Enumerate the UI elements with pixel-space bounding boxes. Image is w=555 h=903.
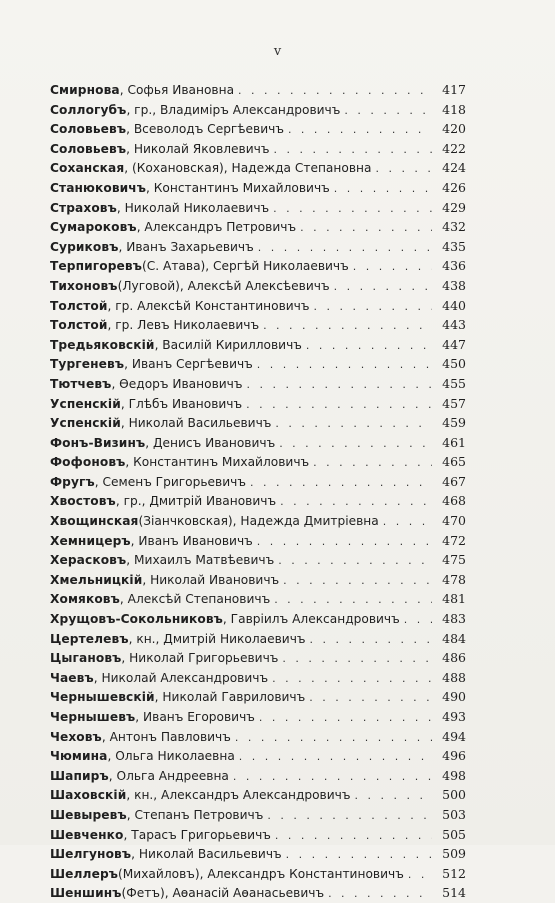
author-given-names: , гр., Дмитрій Ивановичъ xyxy=(115,494,277,509)
page-number: 459 xyxy=(442,415,466,431)
page-number: 424 xyxy=(442,160,466,176)
page-number: 436 xyxy=(442,258,466,274)
toc-entry xyxy=(50,766,466,786)
author-surname: Чернышевскій xyxy=(50,690,155,705)
author-given-names: , Василій Кирилловичъ xyxy=(154,337,302,352)
toc-entry xyxy=(50,100,466,120)
author-given-names: , Николай Александровичъ xyxy=(93,670,269,685)
author-surname: Цертелевъ xyxy=(50,631,129,646)
toc-entry xyxy=(50,550,466,570)
page-number: 486 xyxy=(442,650,466,666)
dot-leader xyxy=(334,277,432,296)
author-given-names: (Михайловъ), Александръ Константиновичъ xyxy=(118,866,404,881)
toc-entry xyxy=(50,433,466,453)
toc-entry xyxy=(50,805,466,825)
author-given-names: , Ѳедоръ Ивановичъ xyxy=(111,376,243,391)
author-given-names: , Иванъ Егоровичъ xyxy=(135,710,255,724)
toc-entry xyxy=(50,315,466,335)
author-surname: Тютчевъ xyxy=(50,376,112,391)
page-number: 481 xyxy=(442,591,466,607)
author-given-names: , Николай Николаевичъ xyxy=(116,200,270,215)
author-surname: Сумароковъ xyxy=(50,220,137,235)
toc-entry xyxy=(50,511,466,531)
toc-entry xyxy=(50,844,466,864)
author-surname: Чернышевъ xyxy=(50,710,136,724)
toc-entry xyxy=(50,589,466,609)
page-number: 440 xyxy=(442,297,466,313)
dot-leader xyxy=(257,355,432,374)
author-given-names: , Семенъ Григорьевичъ xyxy=(94,474,246,489)
toc-entry xyxy=(50,139,466,159)
author-surname: Соловьевъ xyxy=(50,141,127,156)
page-number: 496 xyxy=(442,748,466,764)
toc-entry xyxy=(50,413,466,433)
dot-leader xyxy=(334,179,432,198)
author-given-names: , Николай Яковлевичъ xyxy=(126,141,270,156)
page-number: 467 xyxy=(442,473,466,489)
page-number: 512 xyxy=(442,865,466,881)
page-number: 429 xyxy=(442,199,466,215)
author-given-names: , Иванъ Ивановичъ xyxy=(130,533,253,548)
page-number: 494 xyxy=(442,728,466,744)
author-surname: Тихоновъ xyxy=(50,278,118,293)
table-of-contents xyxy=(50,80,466,903)
toc-entry xyxy=(50,178,466,198)
page-number: 418 xyxy=(442,101,466,117)
page-number: 465 xyxy=(442,454,466,470)
author-given-names: , Николай Григорьевичъ xyxy=(121,651,279,666)
author-given-names: , Николай Васильевичъ xyxy=(131,847,282,862)
author-given-names: , гр., Владиміръ Александровичъ xyxy=(126,102,341,117)
author-surname: Соллогубъ xyxy=(50,102,127,117)
page-number: 488 xyxy=(442,669,466,685)
dot-leader xyxy=(273,140,432,159)
page-number: 461 xyxy=(442,434,466,450)
toc-entry xyxy=(50,237,466,257)
page-number: 505 xyxy=(442,826,466,842)
author-surname: Чеховъ xyxy=(50,729,102,744)
dot-leader xyxy=(273,199,432,218)
toc-entry xyxy=(50,531,466,551)
toc-entry xyxy=(50,296,466,316)
dot-leader xyxy=(233,767,432,786)
toc-entry xyxy=(50,276,466,296)
author-surname: Шевыревъ xyxy=(50,807,127,822)
toc-entry xyxy=(50,217,466,237)
author-given-names: (Зіанчковская), Надежда Дмитріевна xyxy=(138,514,379,529)
page-number: 443 xyxy=(442,317,466,333)
author-surname: Чюмина xyxy=(50,749,108,764)
toc-entry xyxy=(50,609,466,629)
author-surname: Шеллеръ xyxy=(50,866,119,881)
dot-leader xyxy=(310,630,432,649)
author-given-names: , Денисъ Ивановичъ xyxy=(145,435,276,450)
author-given-names: , Николай Гавриловичъ xyxy=(154,690,306,705)
author-given-names: (Фетъ), Аѳанасій Аѳанасьевичъ xyxy=(121,886,325,901)
author-surname: Смирнова xyxy=(50,83,120,97)
dot-leader xyxy=(408,865,432,884)
toc-entry xyxy=(50,883,466,903)
author-given-names: , Иванъ Сергѣевичъ xyxy=(124,357,253,372)
author-given-names: , Константинъ Михайловичъ xyxy=(146,180,330,195)
author-surname: Херасковъ xyxy=(50,553,127,568)
dot-leader xyxy=(279,434,432,453)
author-given-names: (Луговой), Алексѣй Алексѣевичъ xyxy=(117,278,330,293)
author-surname: Хвостовъ xyxy=(50,494,116,509)
page-number: 457 xyxy=(442,395,466,411)
dot-leader xyxy=(353,257,432,276)
page-number: 490 xyxy=(442,689,466,705)
author-surname: Шаховскій xyxy=(50,788,127,803)
dot-leader xyxy=(263,316,432,335)
toc-entry xyxy=(50,727,466,747)
author-surname: Хомяковъ xyxy=(50,592,120,607)
toc-entry xyxy=(50,570,466,590)
toc-entry xyxy=(50,687,466,707)
author-given-names: , Степанъ Петровичъ xyxy=(126,807,264,822)
author-surname: Фругъ xyxy=(50,474,95,489)
author-surname: Хрущовъ-Сокольниковъ xyxy=(50,612,223,627)
page-number: 455 xyxy=(442,375,466,391)
dot-leader xyxy=(280,492,432,511)
author-surname: Фонъ-Визинъ xyxy=(50,435,146,450)
dot-leader xyxy=(272,669,432,688)
page-number: 422 xyxy=(442,140,466,156)
toc-entry xyxy=(50,648,466,668)
author-surname: Шелгуновъ xyxy=(50,847,132,862)
dot-leader xyxy=(239,747,432,766)
author-surname: Шеншинъ xyxy=(50,886,122,901)
toc-entry xyxy=(50,335,466,355)
author-given-names: , кн., Дмитрій Николаевичъ xyxy=(128,631,306,646)
dot-leader xyxy=(238,81,432,100)
author-surname: Страховъ xyxy=(50,200,117,215)
dot-leader xyxy=(309,688,432,707)
toc-entry xyxy=(50,374,466,394)
dot-leader xyxy=(274,590,432,609)
author-surname: Тредьяковскій xyxy=(50,337,155,352)
dot-leader xyxy=(247,375,433,394)
dot-leader xyxy=(354,786,432,805)
dot-leader xyxy=(278,551,432,570)
toc-entry xyxy=(50,785,466,805)
author-given-names: , (Кохановская), Надежда Степановна xyxy=(124,161,372,176)
dot-leader xyxy=(286,845,432,864)
author-given-names: , Ольга Николаевна xyxy=(107,749,235,764)
author-surname: Шевченко xyxy=(50,827,124,842)
dot-leader xyxy=(282,649,432,668)
page-number: 438 xyxy=(442,277,466,293)
author-surname: Хемницеръ xyxy=(50,533,131,548)
author-given-names: , Софья Ивановна xyxy=(119,83,235,97)
toc-entry xyxy=(50,198,466,218)
dot-leader xyxy=(275,826,432,845)
author-surname: Шапиръ xyxy=(50,768,109,783)
author-surname: Тургеневъ xyxy=(50,357,125,372)
author-given-names: , Александръ Петровичъ xyxy=(136,220,297,235)
page-number: 498 xyxy=(442,767,466,783)
toc-entry xyxy=(50,825,466,845)
dot-leader xyxy=(313,453,432,472)
toc-entry xyxy=(50,629,466,649)
dot-leader xyxy=(314,297,433,316)
author-given-names: , Всеволодъ Сергѣевичъ xyxy=(126,122,284,137)
author-given-names: , гр. Алексѣй Константиновичъ xyxy=(107,298,310,313)
author-surname: Станюковичъ xyxy=(50,180,147,195)
author-surname: Толстой xyxy=(50,298,108,313)
toc-entry xyxy=(50,394,466,414)
author-given-names: , Константинъ Михайловичъ xyxy=(125,455,310,470)
page-number: 468 xyxy=(442,493,466,509)
author-surname: Успенскій xyxy=(50,416,121,431)
page-numeral: v xyxy=(273,44,282,59)
author-given-names: , Ольга Андреевна xyxy=(108,768,229,783)
dot-leader xyxy=(235,728,432,747)
dot-leader xyxy=(306,336,432,355)
author-given-names: , Глѣбъ Ивановичъ xyxy=(120,396,243,411)
toc-entry xyxy=(50,864,466,884)
author-surname: Цыгановъ xyxy=(50,651,122,666)
toc-entry xyxy=(50,80,466,100)
page-number: 435 xyxy=(442,238,466,254)
author-surname: Соловьевъ xyxy=(50,122,127,137)
dot-leader xyxy=(344,101,432,120)
dot-leader xyxy=(300,218,432,237)
dot-leader xyxy=(283,571,432,590)
author-surname: Соханская xyxy=(50,161,125,176)
author-given-names: , Михаилъ Матвѣевичъ xyxy=(126,553,275,568)
author-surname: Чаевъ xyxy=(50,670,94,685)
toc-entry xyxy=(50,452,466,472)
dot-leader xyxy=(258,238,432,257)
author-given-names: , гр. Левъ Николаевичъ xyxy=(107,318,260,333)
toc-entry xyxy=(50,158,466,178)
page-number: 514 xyxy=(442,885,466,901)
author-surname: Успенскій xyxy=(50,396,121,411)
toc-entry xyxy=(50,707,466,727)
toc-entry xyxy=(50,119,466,139)
dot-leader xyxy=(257,532,432,551)
author-given-names: , Иванъ Захарьевичъ xyxy=(118,239,254,254)
page-number: 417 xyxy=(442,82,466,97)
page-number: 432 xyxy=(442,219,466,235)
page-number: 500 xyxy=(442,787,466,803)
author-given-names: (С. Атава), Сергѣй Николаевичъ xyxy=(141,259,349,274)
toc-entry xyxy=(50,668,466,688)
page-number: 503 xyxy=(442,806,466,822)
author-given-names: , кн., Александръ Александровичъ xyxy=(126,788,351,803)
dot-leader xyxy=(404,610,432,629)
dot-leader xyxy=(328,884,432,903)
toc-entry xyxy=(50,256,466,276)
author-given-names: , Алексѣй Степановичъ xyxy=(119,592,271,607)
page-number: 426 xyxy=(442,179,466,195)
dot-leader xyxy=(275,414,432,433)
author-surname: Терпигоревъ xyxy=(50,259,142,274)
page-number: 420 xyxy=(442,121,466,137)
dot-leader xyxy=(250,473,432,492)
author-surname: Фофоновъ xyxy=(50,455,126,470)
dot-leader xyxy=(246,395,432,414)
page-number: 483 xyxy=(442,611,466,627)
page-number: 470 xyxy=(442,513,466,529)
author-surname: Толстой xyxy=(50,318,108,333)
author-surname: Суриковъ xyxy=(50,239,119,254)
author-given-names: , Гавріилъ Александровичъ xyxy=(222,612,400,627)
dot-leader xyxy=(383,512,432,531)
author-given-names: , Антонъ Павловичъ xyxy=(101,729,231,744)
dot-leader xyxy=(375,159,432,178)
author-surname: Хмельницкій xyxy=(50,572,143,587)
author-given-names: , Николай Ивановичъ xyxy=(142,572,280,587)
toc-entry xyxy=(50,354,466,374)
page-number: 472 xyxy=(442,532,466,548)
page-number: 484 xyxy=(442,630,466,646)
dot-leader xyxy=(267,806,432,825)
page-number: 493 xyxy=(442,709,466,724)
page-number: 475 xyxy=(442,552,466,568)
page-number: 509 xyxy=(442,846,466,862)
dot-leader xyxy=(259,708,432,727)
toc-entry xyxy=(50,491,466,511)
page-number: 447 xyxy=(442,336,466,352)
author-given-names: , Тарасъ Григорьевичъ xyxy=(123,827,271,842)
page-number: 450 xyxy=(442,356,466,372)
toc-entry xyxy=(50,746,466,766)
author-given-names: , Николай Васильевичъ xyxy=(120,416,272,431)
page-number: 478 xyxy=(442,571,466,587)
author-surname: Хвощинская xyxy=(50,514,139,529)
dot-leader xyxy=(288,120,432,139)
toc-entry xyxy=(50,472,466,492)
